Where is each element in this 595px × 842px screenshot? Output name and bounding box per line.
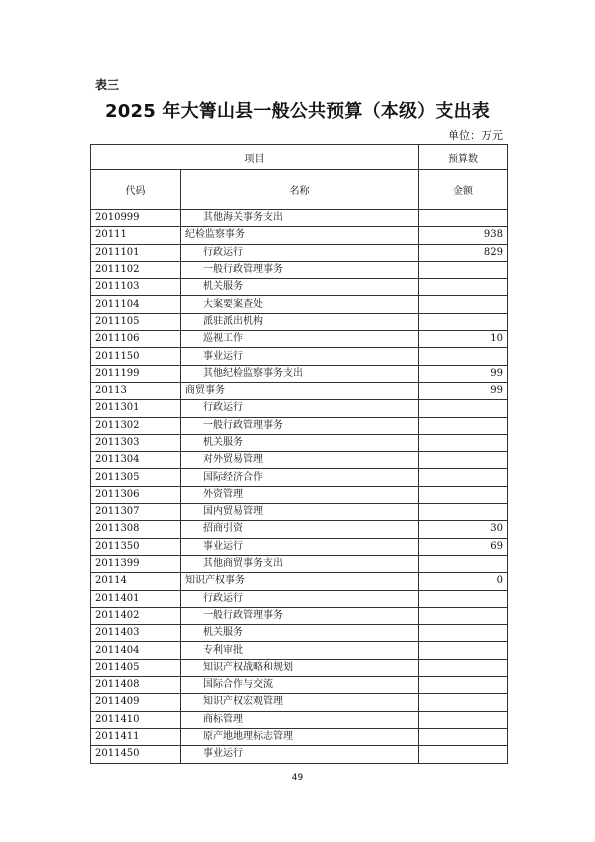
- row-amount: 30: [419, 521, 508, 538]
- row-name: 大案要案查处: [181, 296, 419, 313]
- row-name: 国际经济合作: [181, 469, 419, 486]
- row-amount: [419, 452, 508, 469]
- table-row: [91, 227, 508, 244]
- row-amount: 99: [419, 382, 508, 399]
- table-row: [91, 452, 508, 469]
- row-name: 其他商贸事务支出: [181, 555, 419, 572]
- row-code: 2011306: [91, 486, 181, 503]
- row-name: 其他纪检监察事务支出: [181, 365, 419, 382]
- table-row: [91, 538, 508, 555]
- header-row-columns: [91, 170, 508, 210]
- row-code: 2011409: [91, 694, 181, 711]
- row-code: 2011401: [91, 590, 181, 607]
- table-row: [91, 244, 508, 261]
- row-amount: [419, 659, 508, 676]
- table-row: [91, 279, 508, 296]
- row-amount: [419, 625, 508, 642]
- row-code: 2011302: [91, 417, 181, 434]
- row-amount: 0: [419, 573, 508, 590]
- table-row: [91, 261, 508, 278]
- row-amount: [419, 296, 508, 313]
- row-name: 纪检监察事务: [181, 227, 419, 244]
- row-name: 行政运行: [181, 400, 419, 417]
- row-name: 一般行政管理事务: [181, 607, 419, 624]
- row-code: 2011301: [91, 400, 181, 417]
- header-amount: 金额: [419, 170, 508, 210]
- row-name: 事业运行: [181, 746, 419, 763]
- header-row-group: [91, 145, 508, 170]
- row-amount: [419, 279, 508, 296]
- row-name: 商贸事务: [181, 382, 419, 399]
- row-amount: [419, 677, 508, 694]
- row-code: 2011410: [91, 711, 181, 728]
- row-amount: 829: [419, 244, 508, 261]
- row-amount: 938: [419, 227, 508, 244]
- table-row: [91, 348, 508, 365]
- row-code: 2011106: [91, 331, 181, 348]
- table-body: [91, 210, 508, 764]
- row-amount: [419, 555, 508, 572]
- table-row: [91, 694, 508, 711]
- row-amount: [419, 694, 508, 711]
- table-row: [91, 210, 508, 227]
- row-amount: [419, 417, 508, 434]
- row-amount: [419, 746, 508, 763]
- row-name: 其他海关事务支出: [181, 210, 419, 227]
- row-name: 一般行政管理事务: [181, 261, 419, 278]
- row-code: 20113: [91, 382, 181, 399]
- row-name: 行政运行: [181, 244, 419, 261]
- table-row: [91, 521, 508, 538]
- row-amount: [419, 210, 508, 227]
- table-row: [91, 313, 508, 330]
- row-amount: [419, 313, 508, 330]
- row-code: 2011102: [91, 261, 181, 278]
- row-amount: 69: [419, 538, 508, 555]
- row-name: 知识产权宏观管理: [181, 694, 419, 711]
- table-row: [91, 555, 508, 572]
- table-row: [91, 331, 508, 348]
- row-code: 2011307: [91, 504, 181, 521]
- row-name: 机关服务: [181, 279, 419, 296]
- table-row: [91, 590, 508, 607]
- table-row: [91, 382, 508, 399]
- row-code: 2011303: [91, 434, 181, 451]
- table-row: [91, 417, 508, 434]
- table-row: [91, 711, 508, 728]
- row-name: 外资管理: [181, 486, 419, 503]
- row-amount: [419, 711, 508, 728]
- row-amount: [419, 642, 508, 659]
- row-name: 专利审批: [181, 642, 419, 659]
- row-code: 2011402: [91, 607, 181, 624]
- row-code: 2011408: [91, 677, 181, 694]
- row-code: 2011403: [91, 625, 181, 642]
- row-amount: [419, 607, 508, 624]
- row-amount: 99: [419, 365, 508, 382]
- table-label: 表三: [95, 78, 120, 92]
- table-row: [91, 677, 508, 694]
- row-name: 一般行政管理事务: [181, 417, 419, 434]
- row-code: 2011105: [91, 313, 181, 330]
- row-name: 对外贸易管理: [181, 452, 419, 469]
- row-code: 2010999: [91, 210, 181, 227]
- row-amount: [419, 348, 508, 365]
- table-row: [91, 659, 508, 676]
- page-title: 2025 年大箐山县一般公共预算（本级）支出表: [105, 101, 490, 122]
- row-name: 事业运行: [181, 348, 419, 365]
- table-row: [91, 573, 508, 590]
- row-amount: [419, 504, 508, 521]
- page-number: 49: [291, 773, 304, 783]
- row-amount: 10: [419, 331, 508, 348]
- row-code: 2011411: [91, 728, 181, 745]
- row-code: 2011350: [91, 538, 181, 555]
- table-row: [91, 296, 508, 313]
- row-amount: [419, 261, 508, 278]
- table-row: [91, 746, 508, 763]
- header-code: 代码: [91, 170, 181, 210]
- header-item: 项目: [91, 145, 419, 170]
- row-name: 机关服务: [181, 434, 419, 451]
- row-name: 行政运行: [181, 590, 419, 607]
- row-amount: [419, 400, 508, 417]
- row-code: 2011404: [91, 642, 181, 659]
- table-row: [91, 728, 508, 745]
- row-code: 2011304: [91, 452, 181, 469]
- row-name: 国际合作与交流: [181, 677, 419, 694]
- row-amount: [419, 728, 508, 745]
- row-code: 20114: [91, 573, 181, 590]
- row-name: 事业运行: [181, 538, 419, 555]
- table-row: [91, 434, 508, 451]
- row-amount: [419, 469, 508, 486]
- row-code: 2011103: [91, 279, 181, 296]
- table-row: [91, 625, 508, 642]
- row-amount: [419, 434, 508, 451]
- row-code: 2011399: [91, 555, 181, 572]
- row-code: 2011305: [91, 469, 181, 486]
- row-code: 2011104: [91, 296, 181, 313]
- row-name: 知识产权战略和规划: [181, 659, 419, 676]
- row-name: 商标管理: [181, 711, 419, 728]
- row-name: 国内贸易管理: [181, 504, 419, 521]
- table-row: [91, 486, 508, 503]
- row-name: 知识产权事务: [181, 573, 419, 590]
- row-amount: [419, 590, 508, 607]
- table-row: [91, 642, 508, 659]
- row-code: 2011150: [91, 348, 181, 365]
- row-name: 巡视工作: [181, 331, 419, 348]
- table-row: [91, 504, 508, 521]
- row-name: 原产地地理标志管理: [181, 728, 419, 745]
- row-code: 2011101: [91, 244, 181, 261]
- row-name: 机关服务: [181, 625, 419, 642]
- row-name: 招商引资: [181, 521, 419, 538]
- table-row: [91, 607, 508, 624]
- row-code: 20111: [91, 227, 181, 244]
- row-code: 2011450: [91, 746, 181, 763]
- table-row: [91, 400, 508, 417]
- table-row: [91, 365, 508, 382]
- row-code: 2011405: [91, 659, 181, 676]
- table-row: [91, 469, 508, 486]
- row-amount: [419, 486, 508, 503]
- header-budget: 预算数: [419, 145, 508, 170]
- row-name: 派驻派出机构: [181, 313, 419, 330]
- header-name: 名称: [181, 170, 419, 210]
- row-code: 2011199: [91, 365, 181, 382]
- budget-table: [90, 144, 508, 764]
- unit-label: 单位：万元: [448, 129, 503, 142]
- row-code: 2011308: [91, 521, 181, 538]
